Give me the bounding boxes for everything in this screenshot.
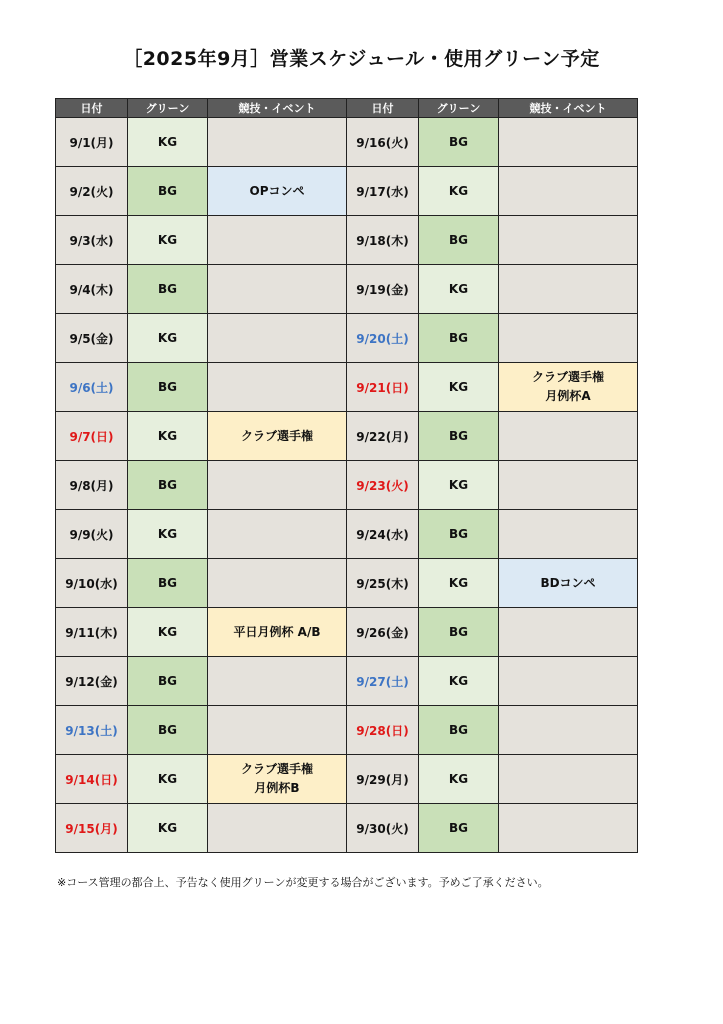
date-cell: 9/5(金) [56,314,128,363]
date-cell: 9/9(火) [56,510,128,559]
green-cell: BG [128,363,208,412]
green-cell: BG [419,118,499,167]
date-cell: 9/23(火) [347,461,419,510]
date-cell: 9/6(土) [56,363,128,412]
date-cell: 9/14(日) [56,755,128,804]
table-row [56,559,638,608]
date-cell: 9/11(木) [56,608,128,657]
event-cell [208,559,347,608]
green-cell: BG [128,706,208,755]
date-cell: 9/10(水) [56,559,128,608]
green-cell: KG [128,412,208,461]
event-cell [208,510,347,559]
event-cell: 平日月例杯 A/B [208,608,347,657]
green-cell: BG [419,706,499,755]
table-row [56,412,638,461]
date-cell: 9/24(水) [347,510,419,559]
green-cell: BG [128,559,208,608]
green-cell: KG [419,265,499,314]
green-cell: KG [419,559,499,608]
event-cell: OPコンペ [208,167,347,216]
green-cell: KG [419,461,499,510]
green-cell: BG [419,314,499,363]
table-row [56,510,638,559]
date-cell: 9/4(木) [56,265,128,314]
date-cell: 9/1(月) [56,118,128,167]
green-cell: BG [419,804,499,853]
table-row [56,706,638,755]
date-cell: 9/20(土) [347,314,419,363]
event-cell [208,265,347,314]
green-cell: BG [128,657,208,706]
date-cell: 9/29(月) [347,755,419,804]
event-cell [208,657,347,706]
green-cell: BG [419,608,499,657]
table-row [56,657,638,706]
date-cell: 9/7(日) [56,412,128,461]
event-cell: BDコンペ [499,559,638,608]
header-date-left: 日付 [56,99,128,118]
green-cell: BG [128,265,208,314]
date-cell: 9/3(水) [56,216,128,265]
event-cell [208,706,347,755]
green-cell: KG [419,657,499,706]
event-cell: クラブ選手権 月例杯B [208,755,347,804]
event-cell [208,314,347,363]
table-row [56,363,638,412]
date-cell: 9/30(火) [347,804,419,853]
date-cell: 9/2(火) [56,167,128,216]
green-cell: BG [128,461,208,510]
date-cell: 9/22(月) [347,412,419,461]
header-event-left: 競技・イベント [208,99,347,118]
header-green-right: グリーン [419,99,499,118]
table-row [56,265,638,314]
event-cell [208,461,347,510]
table-row [56,755,638,804]
table-row [56,314,638,363]
green-cell: KG [128,216,208,265]
event-cell [499,167,638,216]
event-cell [499,755,638,804]
schedule-table [55,98,638,853]
date-cell: 9/27(土) [347,657,419,706]
date-cell: 9/19(金) [347,265,419,314]
date-cell: 9/18(木) [347,216,419,265]
date-cell: 9/16(火) [347,118,419,167]
green-cell: KG [128,118,208,167]
table-row [56,118,638,167]
green-cell: BG [419,216,499,265]
event-cell [208,118,347,167]
table-row [56,461,638,510]
event-cell [499,657,638,706]
green-cell: KG [419,167,499,216]
event-cell [208,804,347,853]
date-cell: 9/21(日) [347,363,419,412]
date-cell: 9/8(月) [56,461,128,510]
event-cell [499,804,638,853]
page-title: ［2025年9月］営業スケジュール・使用グリーン予定 [123,48,600,70]
header-event-right: 競技・イベント [499,99,638,118]
green-cell: BG [419,412,499,461]
event-cell [208,363,347,412]
event-cell [499,265,638,314]
header-green-left: グリーン [128,99,208,118]
date-cell: 9/12(金) [56,657,128,706]
event-cell [499,118,638,167]
table-row [56,608,638,657]
green-cell: KG [128,510,208,559]
event-cell [499,461,638,510]
green-cell: BG [419,510,499,559]
event-cell: クラブ選手権 月例杯A [499,363,638,412]
date-cell: 9/26(金) [347,608,419,657]
date-cell: 9/13(土) [56,706,128,755]
event-cell [499,314,638,363]
green-cell: BG [128,167,208,216]
event-cell [499,608,638,657]
date-cell: 9/15(月) [56,804,128,853]
date-cell: 9/28(日) [347,706,419,755]
footnote: ※コース管理の都合上、予告なく使用グリーンが変更する場合がございます。予めご了承ください。 [57,876,549,889]
table-row [56,216,638,265]
table-row [56,804,638,853]
green-cell: KG [419,363,499,412]
event-cell [499,510,638,559]
green-cell: KG [128,314,208,363]
event-cell: クラブ選手権 [208,412,347,461]
date-cell: 9/25(木) [347,559,419,608]
date-cell: 9/17(水) [347,167,419,216]
green-cell: KG [419,755,499,804]
event-cell [208,216,347,265]
header-date-right: 日付 [347,99,419,118]
table-row [56,167,638,216]
table-header-row [56,99,638,118]
event-cell [499,216,638,265]
green-cell: KG [128,804,208,853]
green-cell: KG [128,755,208,804]
event-cell [499,706,638,755]
event-cell [499,412,638,461]
green-cell: KG [128,608,208,657]
